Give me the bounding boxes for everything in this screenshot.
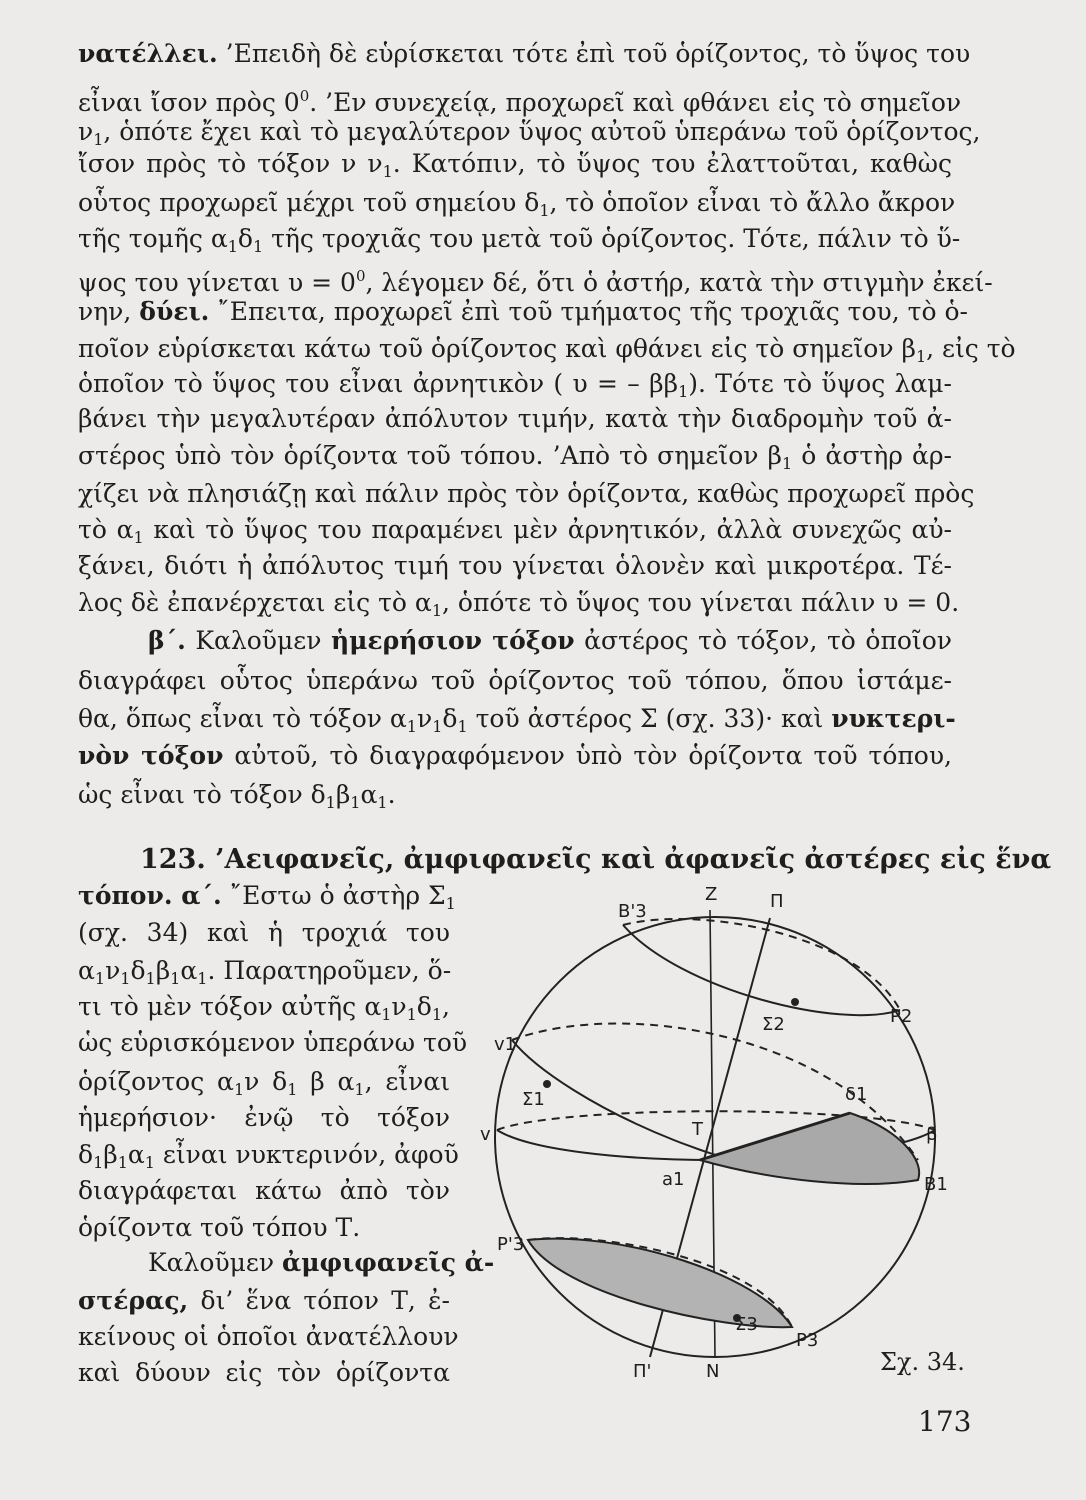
page-number: 173 — [918, 1405, 972, 1438]
text-line: διαγράφει οὗτος ὑπεράνω τοῦ ὁρίζοντος τοῦ τόπου, ὅπου ἱστάμε- — [78, 666, 952, 695]
celestial-sphere-figure — [470, 880, 1030, 1420]
text-line: τι τὸ μὲν τόξον αὐτῆς $\alpha_1\nu_1\delta_1$, — [78, 992, 450, 1024]
text-line: στέρος ὑπὸ τὸν ὁρίζοντα τοῦ τόπου. ’Απὸ τὸ σημεῖον $\beta_1$ ὁ ἀστὴρ ἀρ- — [78, 441, 953, 473]
text-line: τὸ $\alpha_1$ καὶ τὸ ὕψος του παραμένει μὲν ἀρνητικόν, ἀλλὰ συνεχῶς αὐ- — [78, 515, 952, 547]
text-line: ψος του γίνεται $\upsilon = 0^0$, λέγομεν δέ, ὅτι ὁ ἀστήρ, κατὰ τὴν στιγμὴν ἐκεί- — [78, 267, 993, 297]
text-line: $\alpha_1\nu_1\delta_1\beta_1\alpha_1$. Παρατηροῦμεν, ὅ- — [78, 956, 452, 988]
text-line: οὗτος προχωρεῖ μέχρι τοῦ σημείου $\delta_1$, τὸ ὁποῖον εἶναι τὸ ἄλλο ἄκρον — [78, 188, 956, 220]
text-line: ξάνει, διότι ἡ ἀπόλυτος τιμή του γίνεται ὁλονὲν καὶ μικροτέρα. Τέ- — [78, 551, 952, 580]
label-p2: P2 — [890, 1006, 913, 1027]
point-s1 — [543, 1080, 551, 1088]
label-n: N — [706, 1361, 720, 1382]
text-line: καὶ δύουν εἰς τὸν ὁρίζοντα — [78, 1358, 450, 1387]
label-s3: Σ3 — [735, 1314, 758, 1335]
text-line: $\delta_1\beta_1\alpha_1$ εἶναι νυκτερινόν, ἀφοῦ — [78, 1140, 459, 1172]
label-p3p: P'3 — [497, 1234, 525, 1255]
text-line: β΄. Καλοῦμεν ἡμερήσιον τόξον ἀστέρος τὸ τόξον, τὸ ὁποῖον — [148, 626, 952, 655]
text-line: στέρας, δι’ ἕνα τόπον Τ, ἐ- — [78, 1286, 450, 1315]
label-s2: Σ2 — [762, 1014, 785, 1035]
section-heading: 123. ’Αειφανεῖς, ἀμφιφανεῖς καὶ ἀφανεῖς ἀστέρες εἰς ἕνα — [140, 844, 1052, 875]
text-line: ποῖον εὑρίσκεται κάτω τοῦ ὁρίζοντος καὶ φθάνει εἰς τὸ σημεῖον $\beta_1$, εἰς τὸ — [78, 334, 1016, 366]
text-line: νὸν τόξον αὐτοῦ, τὸ διαγραφόμενον ὑπὸ τὸν ὁρίζοντα τοῦ τόπου, — [78, 741, 952, 770]
text-line: βάνει τὴν μεγαλυτέραν ἀπόλυτον τιμήν, κατὰ τὴν διαδρομὴν τοῦ ἀ- — [78, 404, 952, 433]
label-b3p: B'3 — [618, 901, 647, 922]
label-pi: Π — [770, 891, 784, 912]
text-line: θα, ὅπως εἶναι τὸ τόξον $\alpha_1\nu_1\delta_1$ τοῦ ἀστέρος Σ (σχ. 33)· καὶ νυκτερι- — [78, 704, 956, 736]
text-line: νατέλλει. ’Επειδὴ δὲ εὑρίσκεται τότε ἐπὶ τοῦ ὁρίζοντος, τὸ ὕψος του — [78, 39, 971, 68]
label-b1: B1 — [924, 1174, 948, 1195]
text-line: λος δὲ ἐπανέρχεται εἰς τὸ $\alpha_1$, ὁπότε τὸ ὕψος του γίνεται πάλιν υ = 0. — [78, 588, 960, 620]
text-line: ἡμερήσιον· ἐνῷ τὸ τόξον — [78, 1103, 450, 1132]
label-beta: β — [926, 1124, 938, 1145]
figure-caption: Σχ. 34. — [880, 1348, 965, 1376]
label-p3: P3 — [796, 1330, 819, 1351]
text-line: ὡς εὑρισκόμενον ὑπεράνω τοῦ — [78, 1028, 468, 1057]
text-line: (σχ. 34) καὶ ἡ τροχιά του — [78, 918, 450, 947]
point-s2 — [791, 998, 799, 1006]
text-line: ὡς εἶναι τὸ τόξον $\delta_1\beta_1\alpha_1$. — [78, 780, 396, 812]
text-line: τῆς τομῆς $\alpha_1\delta_1$ τῆς τροχιᾶς του μετὰ τοῦ ὁρίζοντος. Τότε, πάλιν τὸ ὕ- — [78, 224, 961, 256]
label-t: T — [692, 1119, 703, 1140]
label-z: Z — [705, 884, 718, 905]
label-pip: Π' — [633, 1361, 652, 1382]
text-line: κείνους οἱ ὁποῖοι ἀνατέλλουν — [78, 1322, 459, 1351]
text-line: ὁρίζοντα τοῦ τόπου Τ. — [78, 1213, 361, 1242]
circle-b3-back — [623, 919, 900, 1010]
text-line: $\nu_1$, ὁπότε ἔχει καὶ τὸ μεγαλύτερον ὕψος αὐτοῦ ὑπεράνω τοῦ ὁρίζοντος, — [78, 117, 981, 149]
label-a1: a1 — [662, 1169, 685, 1190]
text-line: νην, δύει. ῎Επειτα, προχωρεῖ ἐπὶ τοῦ τμήματος τῆς τροχιᾶς του, τὸ ὁ- — [78, 297, 968, 326]
text-line: τόπον. α΄. ῎Εστω ὁ ἀστὴρ $\Sigma_1$ — [78, 881, 456, 913]
text-line: ὁποῖον τὸ ὕψος του εἶναι ἀρνητικὸν ( υ = – $\beta\beta_1$). Τότε τὸ ὕψος λαμ- — [78, 369, 952, 401]
label-d1: δ1 — [845, 1084, 868, 1105]
label-v: v — [480, 1124, 491, 1145]
text-line: διαγράφεται κάτω ἀπὸ τὸν — [78, 1176, 450, 1205]
text-line: ἴσον πρὸς τὸ τόξον ν $\nu_1$. Κατόπιν, τὸ ὕψος του ἐλαττοῦται, καθὼς — [78, 149, 952, 181]
text-line: Καλοῦμεν ἀμφιφανεῖς ἀ- — [148, 1248, 495, 1277]
text-line: χίζει νὰ πλησιάζῃ καὶ πάλιν πρὸς τὸν ὁρίζοντα, καθὼς προχωρεῖ πρὸς — [78, 479, 975, 508]
label-v1: v1 — [494, 1034, 517, 1055]
text-line: εἶναι ἴσον πρὸς $0^0$. ’Εν συνεχείᾳ, προχωρεῖ καὶ φθάνει εἰς τὸ σημεῖον — [78, 87, 962, 117]
label-s1: Σ1 — [522, 1089, 545, 1110]
text-line: ὁρίζοντος $\alpha_1\nu$ $\delta_1$ β $\alpha_1$, εἶναι — [78, 1067, 451, 1099]
